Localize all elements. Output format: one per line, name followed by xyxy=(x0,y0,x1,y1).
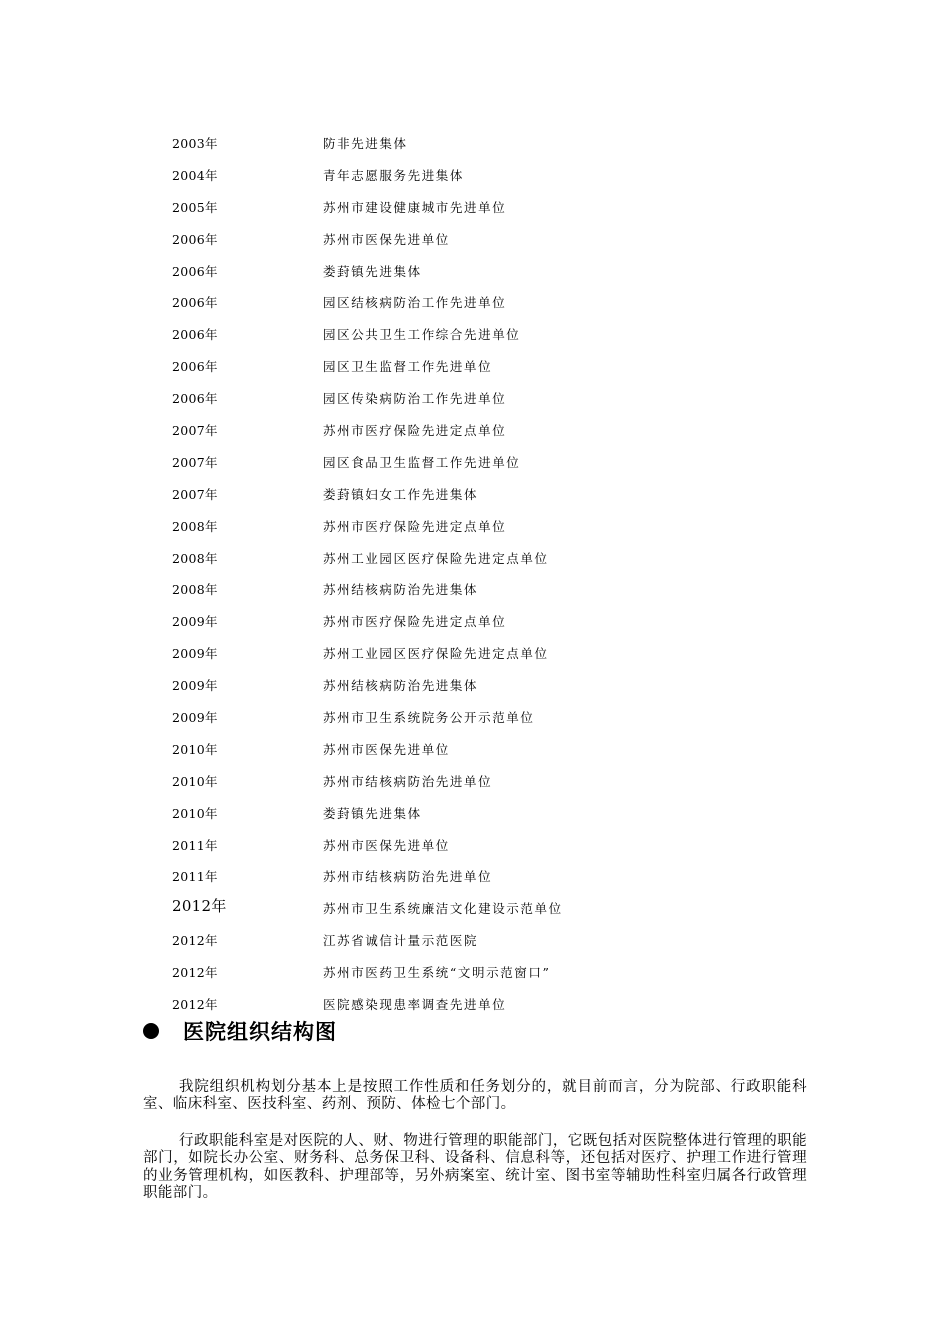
award-name: 娄葑镇妇女工作先进集体 xyxy=(323,486,479,502)
award-year: 2008年 xyxy=(172,518,218,534)
award-name: 娄葑镇先进集体 xyxy=(323,805,422,821)
award-row xyxy=(0,319,950,351)
award-name: 园区公共卫生工作综合先进单位 xyxy=(323,327,521,343)
award-row xyxy=(0,192,950,224)
award-year: 2010年 xyxy=(172,773,218,789)
award-row xyxy=(0,511,950,543)
award-row xyxy=(0,670,950,702)
award-year: 2012年 xyxy=(172,997,218,1013)
award-name: 苏州市卫生系统廉洁文化建设示范单位 xyxy=(323,901,563,917)
award-row xyxy=(0,224,950,256)
award-row xyxy=(0,287,950,319)
section-heading xyxy=(143,1016,337,1046)
award-year: 2003年 xyxy=(172,136,218,151)
award-row xyxy=(0,415,950,447)
award-year: 2012年 xyxy=(172,965,218,981)
award-row xyxy=(0,543,950,575)
award-year: 2007年 xyxy=(172,454,218,470)
award-row xyxy=(0,128,950,160)
section-title: 医院组织结构图 xyxy=(183,1020,337,1044)
award-row xyxy=(0,160,950,192)
award-year: 2004年 xyxy=(172,167,218,183)
award-year: 2009年 xyxy=(172,710,218,726)
award-year: 2006年 xyxy=(172,359,218,375)
award-name: 苏州市医疗保险先进定点单位 xyxy=(323,518,507,534)
award-row xyxy=(0,734,950,766)
award-name: 苏州市医疗保险先进定点单位 xyxy=(323,614,507,630)
award-row xyxy=(0,925,950,957)
award-row xyxy=(0,702,950,734)
award-name: 苏州工业园区医疗保险先进定点单位 xyxy=(323,646,549,662)
award-row xyxy=(0,893,950,925)
award-year: 2011年 xyxy=(172,837,218,853)
award-year: 2012年 xyxy=(172,897,227,916)
award-name: 苏州市建设健康城市先进单位 xyxy=(323,199,507,215)
award-name: 苏州市医保先进单位 xyxy=(323,837,450,853)
award-name: 苏州市医保先进单位 xyxy=(323,741,450,757)
award-year: 2006年 xyxy=(172,263,218,279)
award-row xyxy=(0,957,950,989)
awards-list xyxy=(0,128,950,1021)
award-name: 防非先进集体 xyxy=(323,136,408,151)
award-name: 园区卫生监督工作先进单位 xyxy=(323,359,493,375)
paragraph: 我院组织机构划分基本上是按照工作性质和任务划分的，就目前而言，分为院部、行政职能科室、临床科室、医技科室、药剂、预防、体检七个部门。 xyxy=(143,1078,807,1112)
award-year: 2010年 xyxy=(172,741,218,757)
award-row xyxy=(0,766,950,798)
bullet-icon xyxy=(143,1023,159,1039)
award-year: 2006年 xyxy=(172,295,218,311)
award-name: 苏州市结核病防治先进单位 xyxy=(323,773,493,789)
award-name: 江苏省诚信计量示范医院 xyxy=(323,933,479,949)
award-year: 2008年 xyxy=(172,550,218,566)
award-row xyxy=(0,383,950,415)
award-year: 2009年 xyxy=(172,678,218,694)
award-name: 苏州市医保先进单位 xyxy=(323,231,450,247)
award-year: 2009年 xyxy=(172,614,218,630)
award-year: 2005年 xyxy=(172,199,218,215)
award-row xyxy=(0,830,950,862)
award-year: 2012年 xyxy=(172,933,218,949)
award-row xyxy=(0,351,950,383)
award-row xyxy=(0,861,950,893)
award-year: 2007年 xyxy=(172,423,218,439)
award-name: 苏州市医疗保险先进定点单位 xyxy=(323,423,507,439)
award-row xyxy=(0,256,950,288)
award-name: 园区传染病防治工作先进单位 xyxy=(323,391,507,407)
award-year: 2006年 xyxy=(172,391,218,407)
award-row xyxy=(0,574,950,606)
award-row xyxy=(0,798,950,830)
award-name: 苏州市卫生系统院务公开示范单位 xyxy=(323,710,535,726)
award-row xyxy=(0,606,950,638)
award-row xyxy=(0,447,950,479)
award-year: 2010年 xyxy=(172,805,218,821)
award-name: 苏州市医药卫生系统“文明示范窗口” xyxy=(323,965,551,981)
award-row xyxy=(0,479,950,511)
award-year: 2007年 xyxy=(172,486,218,502)
award-row xyxy=(0,638,950,670)
award-year: 2011年 xyxy=(172,869,218,885)
award-name: 医院感染现患率调查先进单位 xyxy=(323,997,507,1013)
award-name: 娄葑镇先进集体 xyxy=(323,263,422,279)
award-year: 2006年 xyxy=(172,231,218,247)
award-year: 2006年 xyxy=(172,327,218,343)
paragraph: 行政职能科室是对医院的人、财、物进行管理的职能部门，它既包括对医院整体进行管理的职能部门，如院长办公室、财务科、总务保卫科、设备科、信息科等，还包括对医疗、护理工作进行管理的业务管理机构，如医教科、护理部等，另外病案室、统计室、图书室等辅助性科室归属各行政管理职能部门。 xyxy=(143,1132,807,1201)
award-name: 苏州市结核病防治先进单位 xyxy=(323,869,493,885)
award-name: 苏州结核病防治先进集体 xyxy=(323,582,479,598)
award-year: 2009年 xyxy=(172,646,218,662)
award-name: 苏州结核病防治先进集体 xyxy=(323,678,479,694)
award-name: 苏州工业园区医疗保险先进定点单位 xyxy=(323,550,549,566)
award-name: 园区食品卫生监督工作先进单位 xyxy=(323,454,521,470)
award-name: 青年志愿服务先进集体 xyxy=(323,167,465,183)
award-name: 园区结核病防治工作先进单位 xyxy=(323,295,507,311)
award-year: 2008年 xyxy=(172,582,218,598)
